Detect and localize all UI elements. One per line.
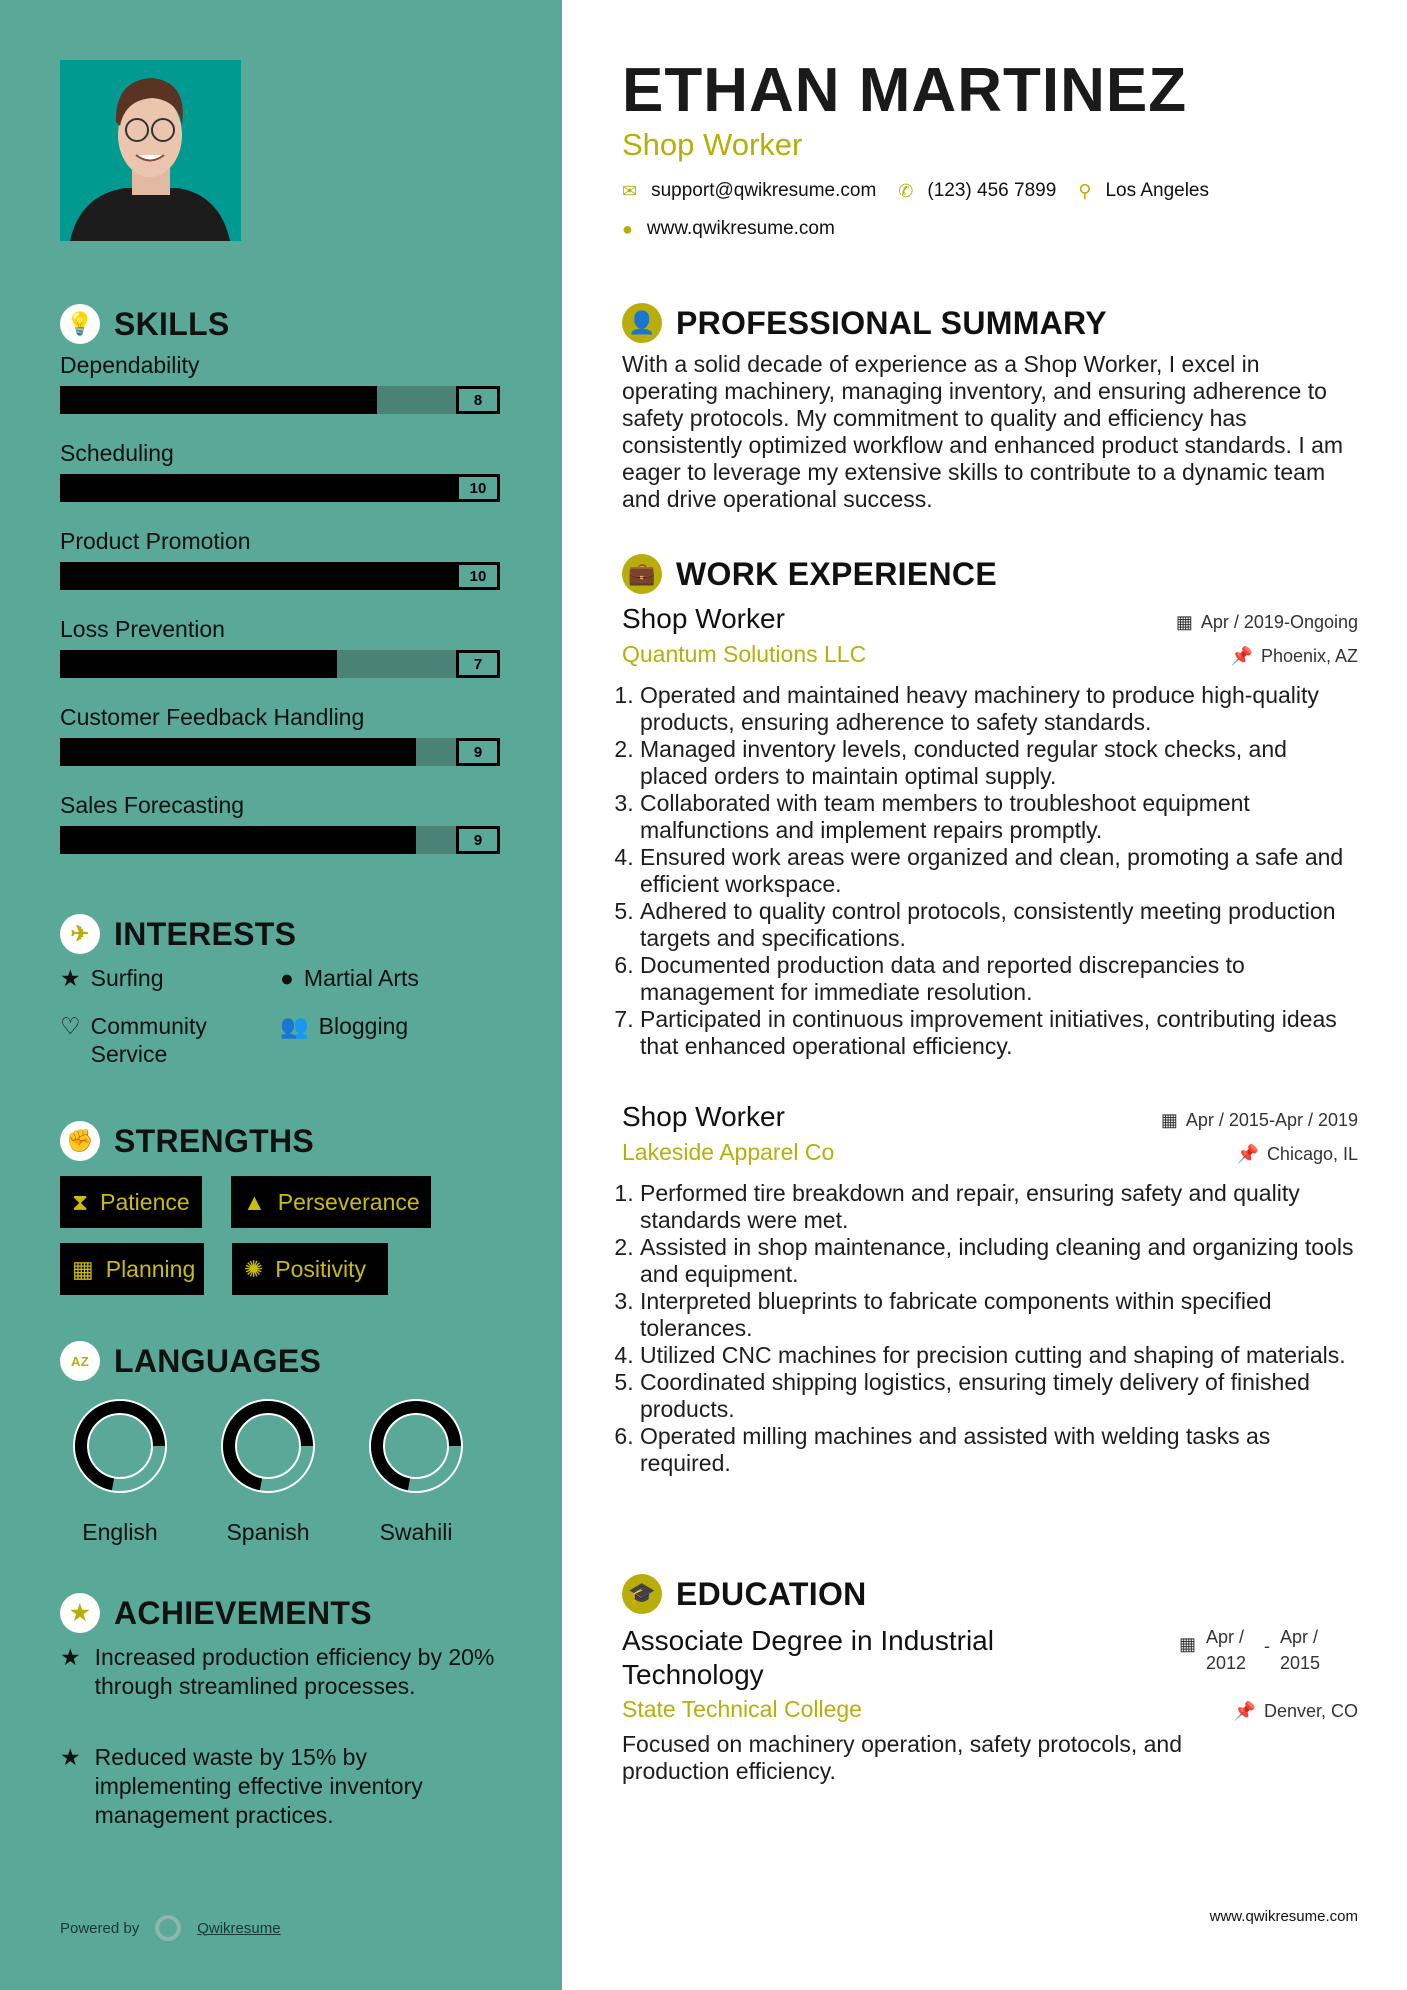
phone-icon: ✆ [898,180,914,201]
skill-bar [60,738,500,766]
skill-label: Product Promotion [60,528,251,554]
skill-score: 9 [456,826,500,854]
skill-bar [60,474,500,502]
interest-item [280,964,419,992]
skill-item [60,352,500,414]
summary-section [622,303,1358,513]
user-icon: 👤 [622,303,662,343]
strength-tag [232,1243,388,1295]
skill-item [60,616,500,678]
skill-label: Scheduling [60,440,174,466]
languages-heading [60,1341,321,1381]
languages-title: LANGUAGES [114,1342,322,1379]
job-bullet: 3. Interpreted blueprints to fabricate components within specified tolerances. [640,1288,1358,1342]
star-badge-icon: ★ [60,1593,100,1633]
calendar-icon: ▦ [72,1255,94,1282]
strength-label: Planning [105,1255,196,1282]
skill-bar-fill [60,386,377,414]
job-title: Shop Worker [622,127,803,162]
users-icon: 👥 [280,1013,309,1039]
interest-label: Blogging [318,1013,409,1039]
achievement-item [60,1743,510,1830]
skill-bar [60,386,500,414]
star-icon: ★ [60,1644,81,1670]
footer-website: www.qwikresume.com [1209,1908,1358,1925]
job-dates [1161,1110,1358,1131]
job-location [1237,1144,1358,1165]
strength-label: Perseverance [277,1188,420,1215]
skill-score: 10 [456,474,500,502]
pushpin-icon: 📌 [1233,1701,1256,1721]
paper-plane-icon: ✈ [60,914,100,954]
skill-label: Dependability [60,352,200,378]
sidebar [0,0,562,1990]
strength-tag [60,1176,202,1228]
skill-bar-fill [60,650,337,678]
job-bullet: 4. Ensured work areas were organized and clean, promoting a safe and efficient workspace. [640,844,1358,898]
interest-label: Community Service [90,1013,207,1067]
job-bullets [622,682,1358,1060]
location-text: Los Angeles [1105,180,1209,201]
skill-score: 10 [456,562,500,590]
achievements-heading [60,1593,372,1633]
globe-icon: ● [622,218,633,239]
education-text: Focused on machinery operation, safety protocols, and production efficiency. [622,1731,1182,1784]
pushpin-icon: 📌 [1230,646,1253,666]
language-item [213,1398,323,1546]
candidate-name: ETHAN MARTINEZ [622,56,1188,125]
job-location [1231,646,1358,667]
achievement-text: Increased production efficiency by 20% through streamlined processes. [94,1644,495,1699]
fist-icon: ✊ [60,1121,100,1161]
website-link[interactable]: www.qwikresume.com [646,218,835,239]
job-bullet: 1. Performed tire breakdown and repair, ensuring safety and quality standards were met. [640,1180,1358,1234]
job-bullet: 6. Operated milling machines and assisted with welding tasks as required. [640,1423,1358,1477]
location-text: Denver, CO [1263,1701,1358,1721]
skill-item [60,528,500,590]
calendar-icon: ▦ [1175,612,1193,632]
header [622,56,1358,240]
interest-item [60,1012,250,1068]
job-bullet: 5. Adhered to quality control protocols, consistently meeting production targets and specifications. [640,898,1358,952]
skill-bar-fill [60,738,416,766]
skill-label: Customer Feedback Handling [60,704,365,730]
phone [898,180,1056,202]
start-date: Apr / 2012 [1206,1627,1247,1673]
envelope-icon: ✉ [622,180,638,201]
job-dates [1176,612,1358,633]
skill-bar [60,826,500,854]
summary-text: With a solid decade of experience as a Shop Worker, I excel in operating machinery, managing inventory, and ensuring adherence to safety protocols. My commitment to quality and efficiency has consistently optimized workflow and enhanced product standards. I am eager to leverage my extensive skills to contribute to a dynamic team and drive operational success. [622,351,1344,512]
job-entry [622,603,1358,1060]
skill-score: 8 [456,386,500,414]
skill-bar [60,650,500,678]
powered-by [60,1915,281,1941]
strength-label: Patience [100,1188,190,1215]
interest-label: Martial Arts [303,965,419,991]
language-item [65,1398,175,1546]
translate-icon: AZ [60,1341,100,1381]
skill-bar [60,562,500,590]
company-name: Quantum Solutions LLC [622,641,867,667]
job-bullet: 7. Participated in continuous improvement initiatives, contributing ideas that enhanced operational efficiency. [640,1006,1358,1060]
language-label: English [82,1519,158,1545]
website [622,218,1358,240]
language-ring [361,1398,471,1494]
hourglass-icon: ⧗ [72,1188,89,1215]
education-location [1234,1701,1358,1722]
skill-score: 9 [456,738,500,766]
experience-title: WORK EXPERIENCE [676,555,997,592]
job-title: Shop Worker [622,603,785,634]
job-bullet: 4. Utilized CNC machines for precision cutting and shaping of materials. [640,1342,1358,1369]
skills-heading [60,304,230,344]
company-name: Lakeside Apparel Co [622,1139,835,1165]
job-bullet: 5. Coordinated shipping logistics, ensuring timely delivery of finished products. [640,1369,1358,1423]
language-label: Spanish [226,1519,310,1545]
interest-item [280,1012,408,1040]
interest-label: Surfing [90,965,164,991]
lightbulb-icon: 💡 [60,304,100,344]
dates-text: Apr / 2015-Apr / 2019 [1185,1110,1358,1130]
education-heading [622,1574,1358,1614]
job-entry [622,1101,1358,1477]
graduation-cap-icon: 🎓 [622,1574,662,1614]
dates-text: Apr / 2019-Ongoing [1200,612,1358,632]
job-bullet: 3. Collaborated with team members to troubleshoot equipment malfunctions and implement repairs promptly. [640,790,1358,844]
language-item [361,1398,471,1546]
star-icon: ★ [60,965,81,991]
location-text: Chicago, IL [1266,1144,1358,1164]
location-text: Phoenix, AZ [1260,646,1358,666]
email [622,180,876,202]
summary-title: PROFESSIONAL SUMMARY [676,304,1107,341]
sun-icon: ✺ [244,1255,264,1282]
calendar-icon: ▦ [1178,1634,1196,1654]
map-pin-icon: ⚲ [1078,180,1092,201]
globe-icon: ● [280,965,294,991]
end-date: Apr / 2015 [1280,1627,1321,1673]
education-section [622,1574,1358,1785]
interests-heading [60,914,296,954]
achievement-item [60,1643,510,1701]
achievements-title: ACHIEVEMENTS [114,1594,372,1631]
skill-label: Sales Forecasting [60,792,245,818]
job-bullet: 2. Assisted in shop maintenance, including cleaning and organizing tools and equipment. [640,1234,1358,1288]
education-title: EDUCATION [676,1575,867,1612]
phone-text: (123) 456 7899 [927,180,1057,201]
strength-tag [231,1176,431,1228]
briefcase-icon: 💼 [622,554,662,594]
language-ring [65,1398,175,1494]
skill-item [60,704,500,766]
hand-icon: ♡ [60,1013,81,1039]
skill-bar-fill [60,562,456,590]
job-bullet: 1. Operated and maintained heavy machinery to produce high-quality products, ensuring adherence to safety standards. [640,682,1358,736]
skill-score: 7 [456,650,500,678]
education-dates: ▦ Apr / 2012 - Apr / 2015 [1179,1624,1328,1676]
job-title: Shop Worker [622,1101,785,1132]
interests-title: INTERESTS [114,915,297,952]
strengths-title: STRENGTHS [114,1122,315,1159]
email-link[interactable]: support@qwikresume.com [651,180,877,201]
skill-item [60,792,500,854]
skill-bar-fill [60,474,456,502]
skill-item [60,440,500,502]
contact-row [622,180,1358,202]
skill-label: Loss Prevention [60,616,225,642]
star-icon: ★ [60,1744,81,1770]
strength-label: Positivity [275,1255,367,1282]
experience-section [622,554,1358,594]
qwikresume-link[interactable]: Qwikresume [197,1919,281,1937]
job-bullet: 2. Managed inventory levels, conducted regular stock checks, and placed orders to maintain optimal supply. [640,736,1358,790]
language-label: Swahili [379,1519,453,1545]
skills-title: SKILLS [114,305,230,342]
pushpin-icon: 📌 [1236,1144,1259,1164]
strengths-heading [60,1121,314,1161]
calendar-icon: ▦ [1160,1110,1178,1130]
strength-tag [60,1243,204,1295]
achievement-text: Reduced waste by 15% by implementing effective inventory management practices. [94,1744,423,1828]
powered-by-label: Powered by [60,1919,140,1937]
job-bullets [622,1180,1358,1477]
job-bullet: 6. Documented production data and reported discrepancies to management for immediate resolution. [640,952,1358,1006]
summary-heading [622,303,1358,343]
experience-heading [622,554,1358,594]
profile-photo [60,60,241,241]
degree: Associate Degree in Industrial Technology [622,1625,994,1690]
language-ring [213,1398,323,1494]
skill-bar-fill [60,826,416,854]
location [1078,180,1209,202]
school: State Technical College [622,1696,862,1722]
interest-item [60,964,164,992]
qwikresume-logo-icon [155,1915,181,1941]
road-icon: ▲ [243,1188,266,1215]
